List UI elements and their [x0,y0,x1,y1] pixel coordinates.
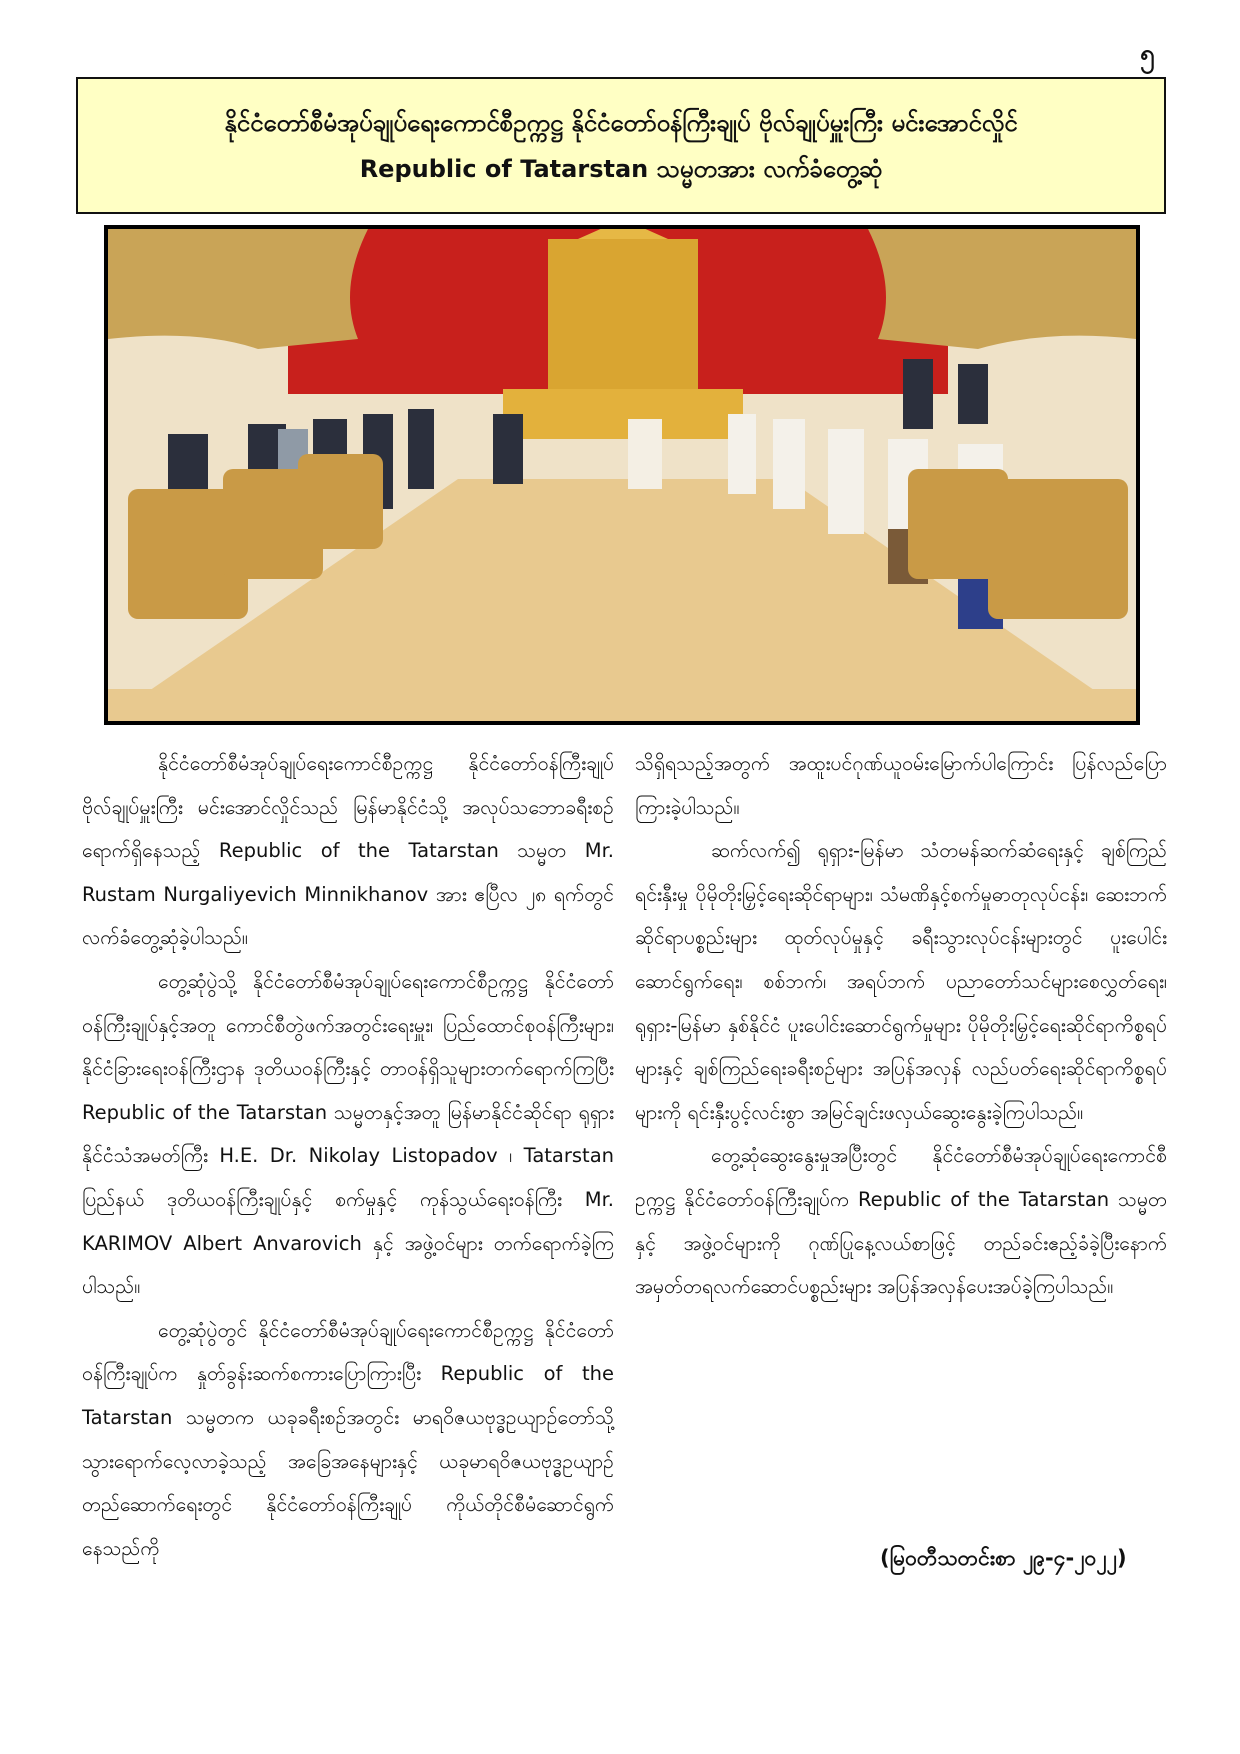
meeting-hall-photo-icon [108,229,1136,721]
meeting-photo [104,225,1140,725]
page-number: ၅ [1140,39,1155,69]
article-paragraph: တွေ့ဆုံပွဲသို့ နိုင်ငံတော်စီမံအုပ်ချုပ်ရေးကောင်စီဥက္ကဋ္ဌ နိုင်ငံတော်ဝန်ကြီးချုပ်နှင့်အတူ ကောင်စီတွဲဖက်အတွင်းရေးမှူး၊ ပြည်ထောင်စုဝန်ကြီးများ၊ နိုင်ငံခြားရေးဝန်ကြီးဌာန ဒုတိယဝန်ကြီးနှင့် တာဝန်ရှိသူများတက်ရောက်ကြပြီး Republic of the Tatarstan သမ္မတနှင့်အတူ မြန်မာနိုင်ငံဆိုင်ရာ ရုရှားနိုင်ငံသံအမတ်ကြီး H.E. Dr. Nikolay Listopadov ၊ Tatarstan ပြည်နယ် ဒုတိယဝန်ကြီးချုပ်နှင့် စက်မှုနှင့် ကုန်သွယ်ရေးဝန်ကြီး Mr. KARIMOV Albert Anvarovich နှင့် အဖွဲ့ဝင်များ တက်ရောက်ခဲ့ကြပါသည်။ [82,969,614,1299]
headline-line-2: Republic of Tatarstan သမ္မတအား လက်ခံတွေ့ဆုံ [359,154,883,183]
article-paragraph: တွေ့ဆုံပွဲတွင် နိုင်ငံတော်စီမံအုပ်ချုပ်ရေးကောင်စီဥက္ကဋ္ဌ နိုင်ငံတော်ဝန်ကြီးချုပ်က နှုတ်ခွန်းဆက်စကားပြောကြားပြီး Republic of the Tatarstan သမ္မတက ယခုခရီးစဉ်အတွင်း မာရဝိဇယဗုဒ္ဓဥယျာဉ်တော်သို့ သွားရောက်လေ့လာခဲ့သည့် အခြေအနေများနှင့် ယခုမာရဝိဇယဗုဒ္ဓဥယျာဉ် တည်ဆောက်ရေးတွင် နိုင်ငံတော်ဝန်ကြီးချုပ် ကိုယ်တိုင်စီမံဆောင်ရွက်နေသည်ကို [82,1318,614,1560]
headline-line-1: နိုင်ငံတော်စီမံအုပ်ချုပ်ရေးကောင်စီဥက္ကဋ္ဌ နိုင်ငံတော်ဝန်ကြီးချုပ် ဗိုလ်ချုပ်မှူးကြီး မင်းအောင်လှိုင် [224,108,1018,137]
article-paragraph: ဆက်လက်၍ ရုရှား-မြန်မာ သံတမန်ဆက်ဆံရေးနှင့် ချစ်ကြည်ရင်းနှီးမှု ပိုမိုတိုးမြှင့်ရေးဆိုင်ရာများ၊ သံမဏိနှင့်စက်မှုဓာတုလုပ်ငန်း၊ ဆေးဘက်ဆိုင်ရာပစ္စည်းများ ထုတ်လုပ်မှုနှင့် ခရီးသွားလုပ်ငန်းများတွင် ပူးပေါင်းဆောင်ရွက်ရေး၊ စစ်ဘက်၊ အရပ်ဘက် ပညာတော်သင်များစေလွှတ်ရေး၊ ရုရှား-မြန်မာ နှစ်နိုင်ငံ ပူးပေါင်းဆောင်ရွက်မှုများ ပိုမိုတိုးမြှင့်ရေးဆိုင်ရာကိစ္စရပ်များနှင့် ချစ်ကြည်ရေးခရီးစဉ်များ အပြန်အလှန် လည်ပတ်ရေးဆိုင်ရာကိစ္စရပ်များကို ရင်းနှီးပွင့်လင်းစွာ အမြင်ချင်းဖလှယ်ဆွေးနွေးခဲ့ကြပါသည်။ [635,839,1167,1124]
source-citation: (မြဝတီသတင်းစာ ၂၉-၄-၂၀၂၂) [880,1546,1127,1570]
article-paragraph: နိုင်ငံတော်စီမံအုပ်ချုပ်ရေးကောင်စီဥက္ကဋ္ဌ နိုင်ငံတော်ဝန်ကြီးချုပ် ဗိုလ်ချုပ်မှူးကြီး မင်းအောင်လှိုင်သည် မြန်မာနိုင်ငံသို့ အလုပ်သဘောခရီးစဉ်ရောက်ရှိနေသည့် Republic of the Tatarstan သမ္မတ Mr. Rustam Nurgaliyevich Minnikhanov အား ဧပြီလ ၂၈ ရက်တွင် လက်ခံတွေ့ဆုံခဲ့ပါသည်။ [82,752,614,950]
headline-box [76,77,1166,214]
article-left-column [82,742,614,1570]
article-paragraph: တွေ့ဆုံဆွေးနွေးမှုအပြီးတွင် နိုင်ငံတော်စီမံအုပ်ချုပ်ရေးကောင်စီဥက္ကဋ္ဌ နိုင်ငံတော်ဝန်ကြီးချုပ်က Republic of the Tatarstan သမ္မတနှင့် အဖွဲ့ဝင်များကို ဂုဏ်ပြုနေ့လယ်စာဖြင့် တည်ခင်းဧည့်ခံခဲ့ပြီးနောက် အမှတ်တရလက်ဆောင်ပစ္စည်းများ အပြန်အလှန်ပေးအပ်ခဲ့ကြပါသည်။ [635,1144,1167,1299]
article-right-column [635,742,1167,1309]
article-paragraph: သိရှိရသည့်အတွက် အထူးပင်ဂုဏ်ယူဝမ်းမြောက်ပါကြောင်း ပြန်လည်ပြောကြားခဲ့ပါသည်။ [635,752,1167,819]
